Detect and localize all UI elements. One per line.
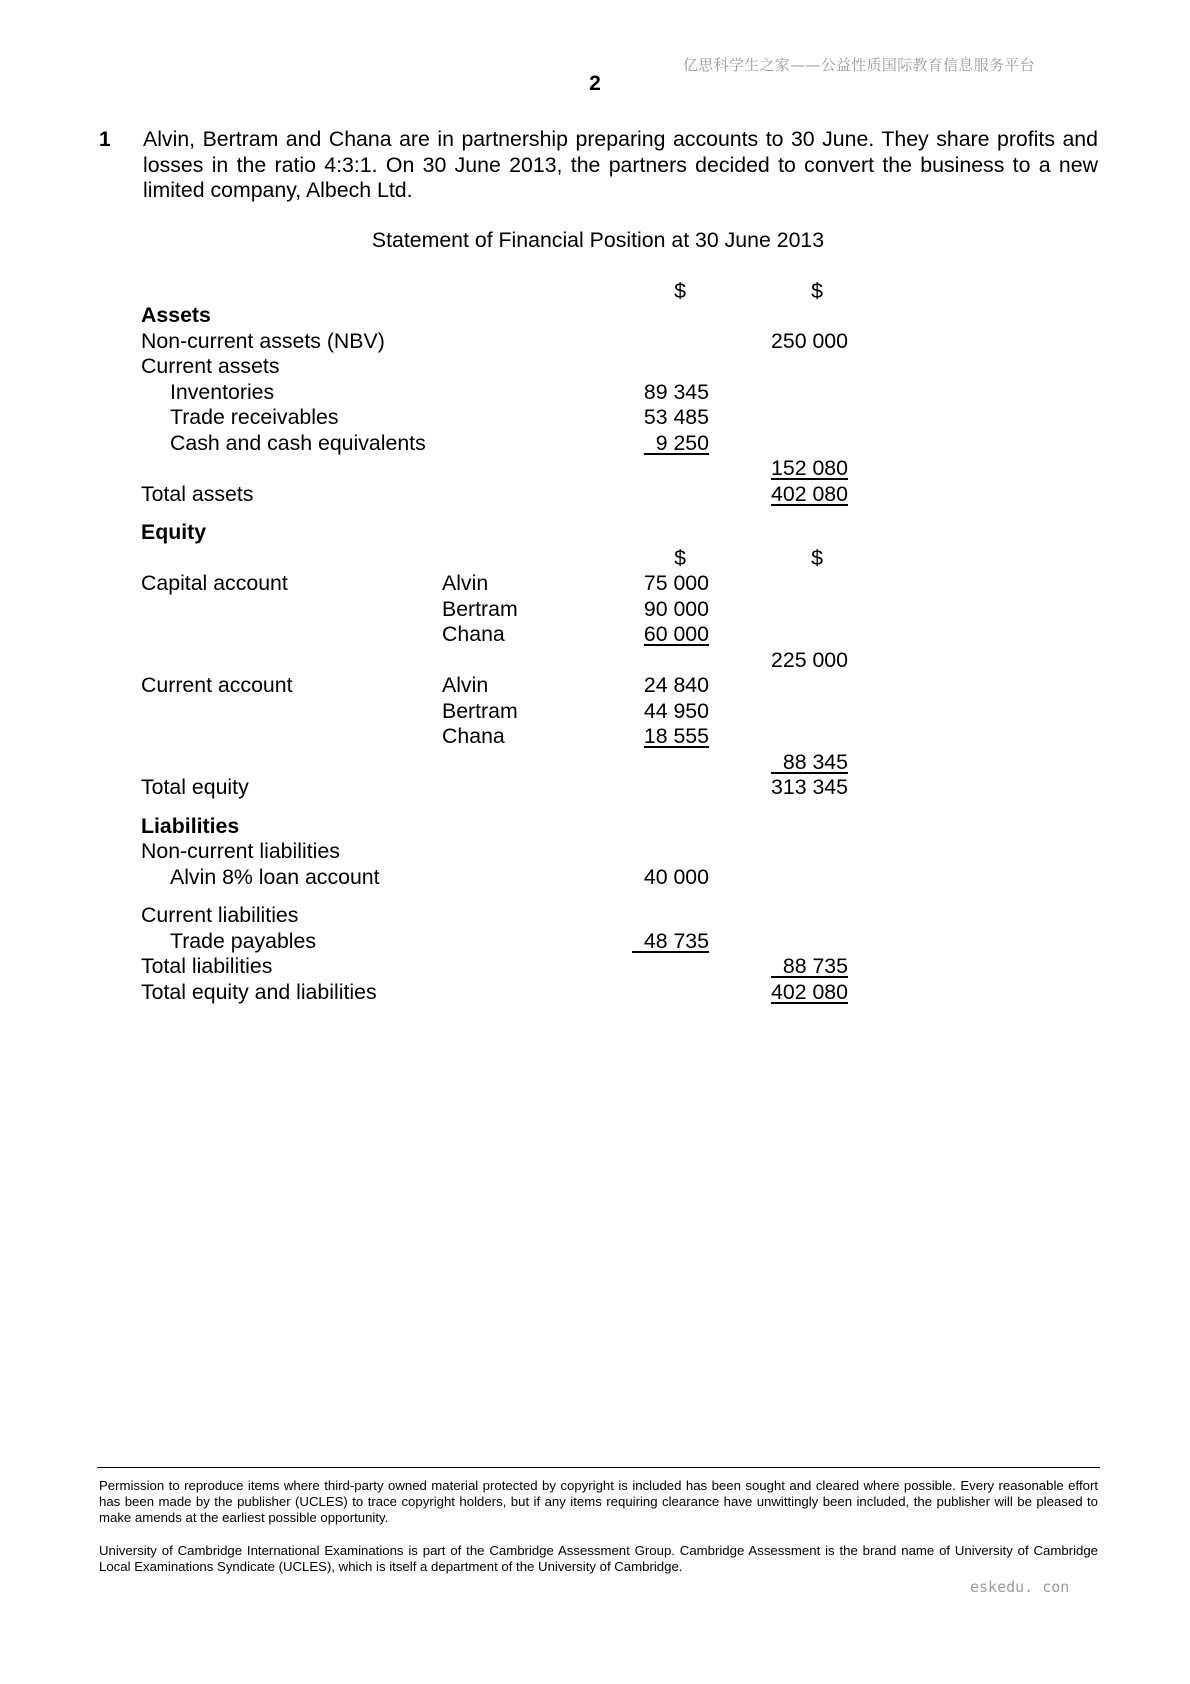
partner-name: Chana bbox=[442, 622, 505, 646]
question-text: Alvin, Bertram and Chana are in partnership preparing accounts to 30 June. They share profits and losses in the ratio 4:3:1. On 30 June 2013, the partners decided to convert the business to a new limited company, Albech Ltd. bbox=[143, 127, 1098, 202]
row-label: Non-current assets (NBV) bbox=[141, 328, 385, 353]
amount-col1: 44 950 bbox=[643, 698, 709, 723]
row-label: Alvin 8% loan account bbox=[170, 864, 380, 889]
amount-col2: 152 080 bbox=[771, 456, 848, 480]
currency-header: $ bbox=[811, 279, 823, 303]
row-label: Trade receivables bbox=[170, 405, 339, 429]
row-label: Non-current liabilities bbox=[141, 839, 340, 863]
amount-col2: 402 080 bbox=[771, 481, 848, 506]
page-number: 2 bbox=[589, 72, 601, 95]
row-label: Trade payables bbox=[170, 928, 317, 953]
footer-divider bbox=[97, 1467, 1100, 1468]
amount-col1: 89 345 bbox=[643, 379, 709, 404]
amount-col2: 313 345 bbox=[771, 775, 848, 799]
currency-header: $ bbox=[811, 545, 823, 570]
currency-header: $ bbox=[674, 545, 686, 570]
amount-col2: 250 000 bbox=[771, 328, 848, 353]
amount-col1: 24 840 bbox=[643, 673, 709, 697]
ucles-notice-text: University of Cambridge International Examinations is part of the Cambridge Assessment Group. Cambridge Assessment is the brand name of University of Cambridge Local Examinations Syndicate (UCLES), which is itself a department of the University of Cambridge. bbox=[99, 1543, 1098, 1574]
section-heading: Liabilities bbox=[141, 813, 240, 838]
row-label: Total liabilities bbox=[141, 954, 273, 978]
partner-name: Bertram bbox=[442, 596, 518, 621]
amount-col2: 88 345 bbox=[771, 749, 848, 774]
row-label: Total assets bbox=[141, 481, 254, 506]
partner-name: Bertram bbox=[442, 698, 518, 723]
section-heading: Assets bbox=[141, 303, 211, 327]
partner-name: Alvin bbox=[442, 571, 489, 595]
row-label: Total equity bbox=[141, 775, 249, 799]
row-label: Cash and cash equivalents bbox=[170, 430, 426, 455]
partner-name: Chana bbox=[442, 724, 505, 748]
section-heading: Equity bbox=[141, 520, 207, 544]
amount-col2: 88 735 bbox=[771, 954, 848, 978]
amount-col1: 40 000 bbox=[643, 864, 709, 889]
header-watermark: 亿思科学生之家——公益性质国际教育信息服务平台 bbox=[683, 56, 1035, 74]
row-label: Capital account bbox=[141, 571, 288, 595]
row-label: Current account bbox=[141, 673, 293, 697]
question-number: 1 bbox=[99, 128, 111, 151]
amount-col1: 9 250 bbox=[643, 430, 709, 455]
partner-name: Alvin bbox=[442, 673, 489, 697]
amount-col1: 60 000 bbox=[643, 622, 709, 646]
row-label: Current assets bbox=[141, 354, 280, 378]
amount-col1: 18 555 bbox=[643, 724, 709, 748]
copyright-permission-text: Permission to reproduce items where third-party owned material protected by copyright is included has been sought and cleared where possible. Every reasonable effort has been made by the publisher (UCLES) to trace copyright holders, but if any items requiring clearance have unwittingly been included, the publisher will be pleased to make amends at the earliest possible opportunity. bbox=[99, 1478, 1098, 1525]
amount-col1: 53 485 bbox=[643, 405, 709, 429]
amount-col1: 90 000 bbox=[643, 596, 709, 621]
row-label: Total equity and liabilities bbox=[141, 979, 377, 1004]
amount-col1: 75 000 bbox=[643, 571, 709, 595]
row-label: Inventories bbox=[170, 379, 275, 404]
row-label: Current liabilities bbox=[141, 903, 299, 927]
footer-watermark: eskedu. con bbox=[970, 1578, 1070, 1596]
statement-title: Statement of Financial Position at 30 June 2013 bbox=[371, 228, 825, 252]
currency-header: $ bbox=[674, 279, 686, 303]
amount-col1: 48 735 bbox=[632, 928, 709, 953]
amount-col2: 225 000 bbox=[771, 647, 848, 672]
amount-col2: 402 080 bbox=[771, 979, 848, 1004]
